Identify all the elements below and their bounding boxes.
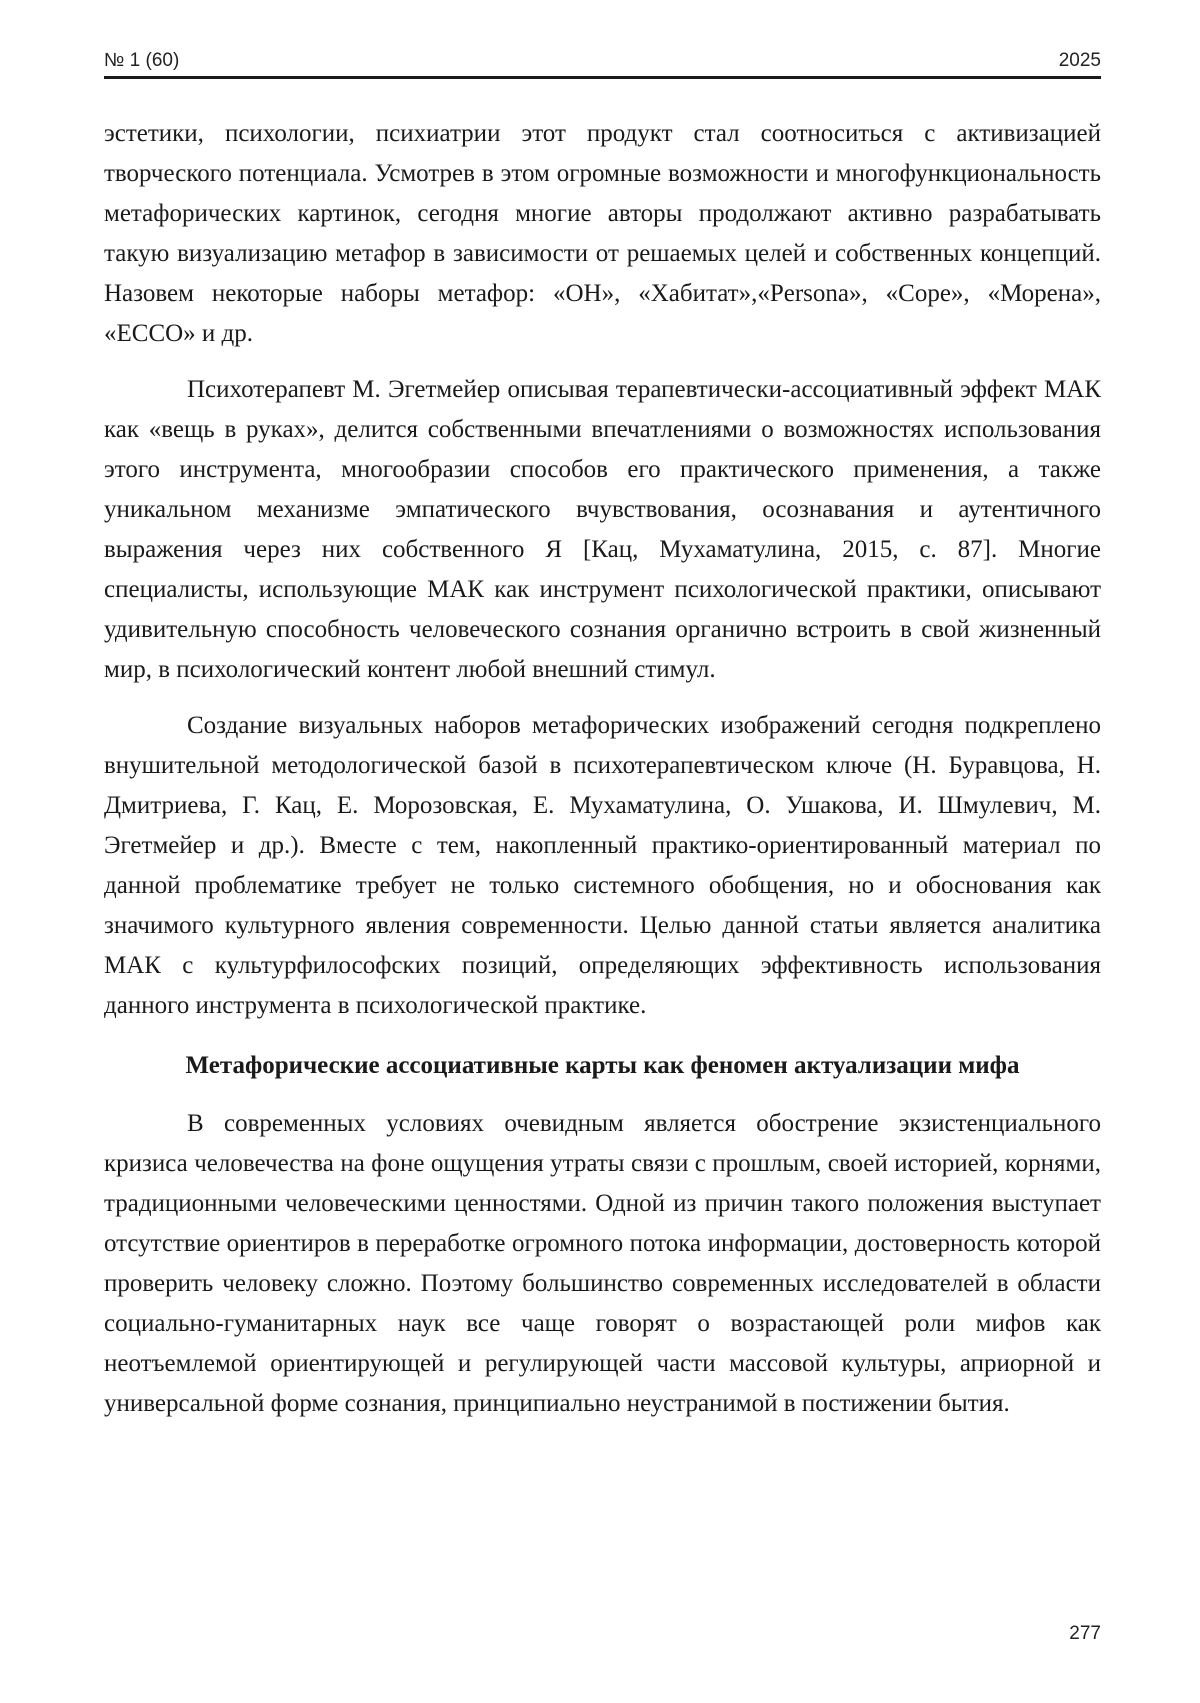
issue-number: № 1 (60) [104,50,180,71]
article-body [104,114,1101,1424]
paragraph-continued: эстетики, психологии, психиатрии этот продукт стал соотноситься с активизацией творческого потенциала. Усмотрев в этом огромные возможности и многофункциональность метафорических картинок, сегодня многие авторы продолжают активно разрабатывать такую визуализацию метафор в зависимости от решаемых целей и собственных концепций. Назовем некоторые наборы метафор: «ОН», «Хабитат»,«Persona», «Cope», «Морена», «ECCO» и др. [104,120,1101,347]
section-heading: Метафорические ассоциативные карты как феномен актуализации мифа [185,1052,1020,1079]
header-rule [104,76,1101,79]
publication-year: 2025 [1058,50,1101,71]
paragraph-methodology: Создание визуальных наборов метафорических изображений сегодня подкреплено внушительной методологической базой в психотерапевтическом ключе (Н. Буравцова, Н. Дмитриева, Г. Кац, Е. Морозовская, Е. Мухаматулина, О. Ушакова, И. Шмулевич, М. Эгетмейер и др.). Вместе с тем, накопленный практико-ориентированный материал по данной проблематике требует не только системного обобщения, но и обоснования как значимого культурного явления современности. Целью данной статьи является аналитика МАК с культурфилософских позиций, определяющих эффективность использования данного инструмента в психологической практике. [104,712,1101,1019]
page-number: 277 [1069,1623,1101,1644]
running-header [104,50,1101,78]
paragraph-myth: В современных условиях очевидным является обострение экзистенциального кризиса человечества на фоне ощущения утраты связи с прошлым, своей историей, корнями, традиционными человеческими ценностями. Одной из причин такого положения выступает отсутствие ориентиров в переработке огромного потока информации, достоверность которой проверить человеку сложно. Поэтому большинство современных исследователей в области социально-гуманитарных наук все чаще говорят о возрастающей роли мифов как неотъемлемой ориентирующей и регулирующей части массовой культуры, априорной и универсальной форме сознания, принципиально неустранимой в постижении бытия. [104,1110,1101,1417]
paragraph-egetmeier: Психотерапевт М. Эгетмейер описывая терапевтически-ассоциативный эффект МАК как «вещь в руках», делится собственными впечатлениями о возможностях использования этого инструмента, многообразии способов его практического применения, а также уникальном механизме эмпатического вчувствования, осознавания и аутентичного выражения через них собственного Я [Кац, Мухаматулина, 2015, с. 87]. Многие специалисты, использующие МАК как инструмент психологической практики, описывают удивительную способность человеческого сознания органично встроить в свой жизненный мир, в психологический контент любой внешний стимул. [104,376,1101,683]
